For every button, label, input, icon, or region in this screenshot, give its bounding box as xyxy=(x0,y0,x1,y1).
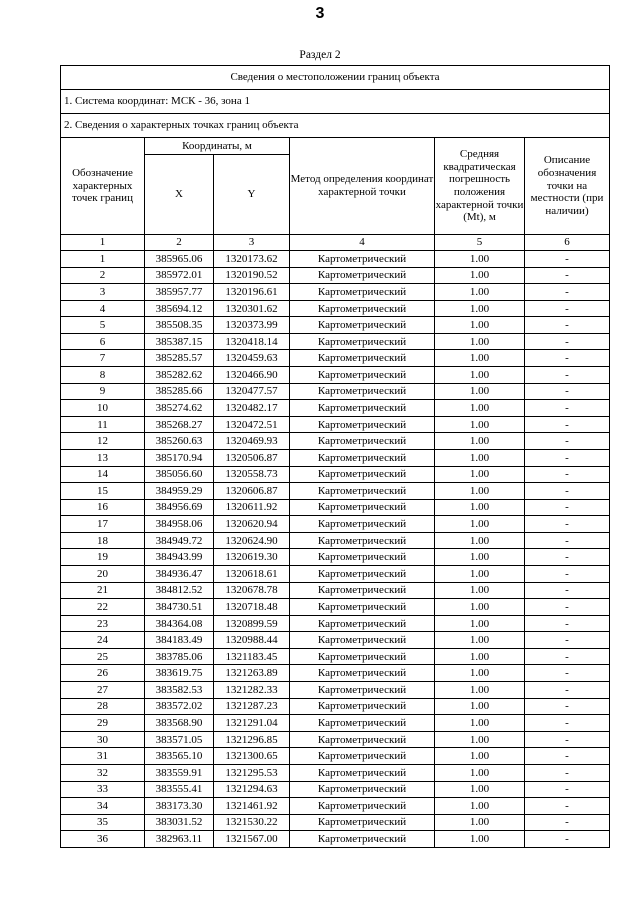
y-cell: 1320482.17 xyxy=(214,400,290,417)
method-cell: Картометрический xyxy=(290,317,435,334)
header-coords: Координаты, м xyxy=(145,138,290,155)
method-cell: Картометрический xyxy=(290,251,435,268)
accuracy-cell: 1.00 xyxy=(435,599,525,616)
y-cell: 1320459.63 xyxy=(214,350,290,367)
method-cell: Картометрический xyxy=(290,565,435,582)
accuracy-cell: 1.00 xyxy=(435,251,525,268)
column-number: 6 xyxy=(525,235,610,251)
accuracy-cell: 1.00 xyxy=(435,516,525,533)
point-number-cell: 12 xyxy=(61,433,145,450)
y-cell: 1320506.87 xyxy=(214,449,290,466)
accuracy-cell: 1.00 xyxy=(435,383,525,400)
x-cell: 384364.08 xyxy=(145,615,214,632)
header-description: Описание обозначения точки на местности (при наличии) xyxy=(525,138,610,235)
y-cell: 1320899.59 xyxy=(214,615,290,632)
y-cell: 1321287.23 xyxy=(214,698,290,715)
table-row xyxy=(61,764,610,781)
header-y: Y xyxy=(214,155,290,235)
point-number-cell: 11 xyxy=(61,416,145,433)
y-cell: 1321282.33 xyxy=(214,682,290,699)
description-cell: - xyxy=(525,682,610,699)
table-row xyxy=(61,284,610,301)
accuracy-cell: 1.00 xyxy=(435,483,525,500)
point-number-cell: 17 xyxy=(61,516,145,533)
y-cell: 1321294.63 xyxy=(214,781,290,798)
header-x: X xyxy=(145,155,214,235)
y-cell: 1321567.00 xyxy=(214,831,290,848)
y-cell: 1321295.53 xyxy=(214,764,290,781)
method-cell: Картометрический xyxy=(290,798,435,815)
x-cell: 383173.30 xyxy=(145,798,214,815)
x-cell: 383559.91 xyxy=(145,764,214,781)
y-cell: 1320373.99 xyxy=(214,317,290,334)
y-cell: 1320606.87 xyxy=(214,483,290,500)
column-number: 4 xyxy=(290,235,435,251)
x-cell: 384812.52 xyxy=(145,582,214,599)
x-cell: 383568.90 xyxy=(145,715,214,732)
point-number-cell: 1 xyxy=(61,251,145,268)
accuracy-cell: 1.00 xyxy=(435,317,525,334)
method-cell: Картометрический xyxy=(290,665,435,682)
y-cell: 1321530.22 xyxy=(214,814,290,831)
description-cell: - xyxy=(525,781,610,798)
accuracy-cell: 1.00 xyxy=(435,466,525,483)
section-title: Раздел 2 xyxy=(299,49,341,61)
x-cell: 385285.66 xyxy=(145,383,214,400)
description-cell: - xyxy=(525,698,610,715)
x-cell: 382963.11 xyxy=(145,831,214,848)
coordinate-system: 1. Система координат: МСК - 36, зона 1 xyxy=(61,90,610,114)
accuracy-cell: 1.00 xyxy=(435,400,525,417)
x-cell: 385965.06 xyxy=(145,251,214,268)
method-cell: Картометрический xyxy=(290,748,435,765)
method-cell: Картометрический xyxy=(290,599,435,616)
y-cell: 1320624.90 xyxy=(214,532,290,549)
description-cell: - xyxy=(525,798,610,815)
y-cell: 1321296.85 xyxy=(214,731,290,748)
y-cell: 1320301.62 xyxy=(214,300,290,317)
table-row xyxy=(61,483,610,500)
method-cell: Картометрический xyxy=(290,499,435,516)
accuracy-cell: 1.00 xyxy=(435,731,525,748)
table-row xyxy=(61,549,610,566)
x-cell: 385274.62 xyxy=(145,400,214,417)
description-cell: - xyxy=(525,615,610,632)
description-cell: - xyxy=(525,400,610,417)
y-cell: 1320558.73 xyxy=(214,466,290,483)
y-cell: 1320190.52 xyxy=(214,267,290,284)
method-cell: Картометрический xyxy=(290,300,435,317)
y-cell: 1320620.94 xyxy=(214,516,290,533)
description-cell: - xyxy=(525,466,610,483)
x-cell: 385282.62 xyxy=(145,367,214,384)
table-row xyxy=(61,565,610,582)
method-cell: Картометрический xyxy=(290,814,435,831)
x-cell: 385508.35 xyxy=(145,317,214,334)
x-cell: 383555.41 xyxy=(145,781,214,798)
y-cell: 1321263.89 xyxy=(214,665,290,682)
x-cell: 383565.10 xyxy=(145,748,214,765)
description-cell: - xyxy=(525,433,610,450)
method-cell: Картометрический xyxy=(290,715,435,732)
accuracy-cell: 1.00 xyxy=(435,333,525,350)
point-number-cell: 27 xyxy=(61,682,145,699)
method-cell: Картометрический xyxy=(290,781,435,798)
table-row xyxy=(61,731,610,748)
table-row xyxy=(61,367,610,384)
accuracy-cell: 1.00 xyxy=(435,781,525,798)
method-cell: Картометрический xyxy=(290,682,435,699)
accuracy-cell: 1.00 xyxy=(435,748,525,765)
y-cell: 1321461.92 xyxy=(214,798,290,815)
method-cell: Картометрический xyxy=(290,764,435,781)
point-number-cell: 19 xyxy=(61,549,145,566)
description-cell: - xyxy=(525,317,610,334)
accuracy-cell: 1.00 xyxy=(435,831,525,848)
accuracy-cell: 1.00 xyxy=(435,632,525,649)
table-row xyxy=(61,516,610,533)
x-cell: 385957.77 xyxy=(145,284,214,301)
description-cell: - xyxy=(525,632,610,649)
description-cell: - xyxy=(525,483,610,500)
description-cell: - xyxy=(525,764,610,781)
accuracy-cell: 1.00 xyxy=(435,449,525,466)
description-cell: - xyxy=(525,499,610,516)
header-point: Обозначение характерных точек границ xyxy=(61,138,145,235)
description-cell: - xyxy=(525,565,610,582)
description-cell: - xyxy=(525,350,610,367)
method-cell: Картометрический xyxy=(290,367,435,384)
x-cell: 385694.12 xyxy=(145,300,214,317)
description-cell: - xyxy=(525,814,610,831)
table-row xyxy=(61,582,610,599)
point-number-cell: 24 xyxy=(61,632,145,649)
table-row xyxy=(61,267,610,284)
method-cell: Картометрический xyxy=(290,632,435,649)
method-cell: Картометрический xyxy=(290,383,435,400)
table-row xyxy=(61,814,610,831)
accuracy-cell: 1.00 xyxy=(435,665,525,682)
x-cell: 385056.60 xyxy=(145,466,214,483)
table-row xyxy=(61,433,610,450)
x-cell: 383571.05 xyxy=(145,731,214,748)
accuracy-cell: 1.00 xyxy=(435,648,525,665)
x-cell: 384958.06 xyxy=(145,516,214,533)
description-cell: - xyxy=(525,300,610,317)
method-cell: Картометрический xyxy=(290,516,435,533)
point-number-cell: 25 xyxy=(61,648,145,665)
method-cell: Картометрический xyxy=(290,483,435,500)
point-number-cell: 10 xyxy=(61,400,145,417)
table-row xyxy=(61,449,610,466)
accuracy-cell: 1.00 xyxy=(435,764,525,781)
y-cell: 1320469.93 xyxy=(214,433,290,450)
y-cell: 1321291.04 xyxy=(214,715,290,732)
boundary-points-table xyxy=(60,65,610,848)
column-number: 5 xyxy=(435,235,525,251)
accuracy-cell: 1.00 xyxy=(435,300,525,317)
point-number-cell: 30 xyxy=(61,731,145,748)
y-cell: 1320466.90 xyxy=(214,367,290,384)
table-row xyxy=(61,350,610,367)
description-cell: - xyxy=(525,582,610,599)
table-row xyxy=(61,831,610,848)
table-row xyxy=(61,317,610,334)
table-row xyxy=(61,499,610,516)
x-cell: 384936.47 xyxy=(145,565,214,582)
point-number-cell: 31 xyxy=(61,748,145,765)
table-row xyxy=(61,251,610,268)
x-cell: 385260.63 xyxy=(145,433,214,450)
table-row xyxy=(61,466,610,483)
point-number-cell: 16 xyxy=(61,499,145,516)
table-row xyxy=(61,615,610,632)
description-cell: - xyxy=(525,831,610,848)
table-row xyxy=(61,781,610,798)
header-accuracy: Средняя квадратическая погрешность положения характерной точки (Mt), м xyxy=(435,138,525,235)
accuracy-cell: 1.00 xyxy=(435,267,525,284)
y-cell: 1320619.30 xyxy=(214,549,290,566)
table-row xyxy=(61,748,610,765)
accuracy-cell: 1.00 xyxy=(435,715,525,732)
accuracy-cell: 1.00 xyxy=(435,698,525,715)
accuracy-cell: 1.00 xyxy=(435,682,525,699)
x-cell: 384730.51 xyxy=(145,599,214,616)
description-cell: - xyxy=(525,549,610,566)
accuracy-cell: 1.00 xyxy=(435,814,525,831)
y-cell: 1320988.44 xyxy=(214,632,290,649)
y-cell: 1320678.78 xyxy=(214,582,290,599)
description-cell: - xyxy=(525,599,610,616)
description-cell: - xyxy=(525,516,610,533)
y-cell: 1320618.61 xyxy=(214,565,290,582)
x-cell: 384943.99 xyxy=(145,549,214,566)
point-number-cell: 2 xyxy=(61,267,145,284)
table-row xyxy=(61,532,610,549)
method-cell: Картометрический xyxy=(290,416,435,433)
point-number-cell: 5 xyxy=(61,317,145,334)
table-row xyxy=(61,632,610,649)
point-number-cell: 36 xyxy=(61,831,145,848)
method-cell: Картометрический xyxy=(290,532,435,549)
accuracy-cell: 1.00 xyxy=(435,284,525,301)
point-number-cell: 7 xyxy=(61,350,145,367)
method-cell: Картометрический xyxy=(290,449,435,466)
method-cell: Картометрический xyxy=(290,433,435,450)
column-number: 2 xyxy=(145,235,214,251)
method-cell: Картометрический xyxy=(290,831,435,848)
method-cell: Картометрический xyxy=(290,582,435,599)
point-number-cell: 26 xyxy=(61,665,145,682)
x-cell: 383619.75 xyxy=(145,665,214,682)
point-number-cell: 21 xyxy=(61,582,145,599)
x-cell: 383031.52 xyxy=(145,814,214,831)
header-method: Метод определения координат характерной точки xyxy=(290,138,435,235)
point-number-cell: 8 xyxy=(61,367,145,384)
x-cell: 383582.53 xyxy=(145,682,214,699)
x-cell: 385285.57 xyxy=(145,350,214,367)
accuracy-cell: 1.00 xyxy=(435,416,525,433)
x-cell: 384959.29 xyxy=(145,483,214,500)
y-cell: 1320477.57 xyxy=(214,383,290,400)
method-cell: Картометрический xyxy=(290,615,435,632)
column-number: 3 xyxy=(214,235,290,251)
description-cell: - xyxy=(525,715,610,732)
x-cell: 385170.94 xyxy=(145,449,214,466)
accuracy-cell: 1.00 xyxy=(435,532,525,549)
point-number-cell: 22 xyxy=(61,599,145,616)
table-row xyxy=(61,698,610,715)
x-cell: 385387.15 xyxy=(145,333,214,350)
table-row xyxy=(61,648,610,665)
description-cell: - xyxy=(525,251,610,268)
x-cell: 385268.27 xyxy=(145,416,214,433)
table-row xyxy=(61,665,610,682)
x-cell: 384949.72 xyxy=(145,532,214,549)
y-cell: 1320196.61 xyxy=(214,284,290,301)
method-cell: Картометрический xyxy=(290,350,435,367)
point-number-cell: 23 xyxy=(61,615,145,632)
accuracy-cell: 1.00 xyxy=(435,798,525,815)
description-cell: - xyxy=(525,267,610,284)
point-number-cell: 28 xyxy=(61,698,145,715)
method-cell: Картометрический xyxy=(290,400,435,417)
description-cell: - xyxy=(525,449,610,466)
point-number-cell: 4 xyxy=(61,300,145,317)
point-number-cell: 9 xyxy=(61,383,145,400)
method-cell: Картометрический xyxy=(290,333,435,350)
description-cell: - xyxy=(525,665,610,682)
x-cell: 383572.02 xyxy=(145,698,214,715)
point-number-cell: 34 xyxy=(61,798,145,815)
table-row xyxy=(61,300,610,317)
column-number: 1 xyxy=(61,235,145,251)
y-cell: 1320718.48 xyxy=(214,599,290,616)
y-cell: 1320472.51 xyxy=(214,416,290,433)
points-heading: 2. Сведения о характерных точках границ объекта xyxy=(61,114,610,138)
point-number-cell: 18 xyxy=(61,532,145,549)
accuracy-cell: 1.00 xyxy=(435,565,525,582)
accuracy-cell: 1.00 xyxy=(435,499,525,516)
point-number-cell: 35 xyxy=(61,814,145,831)
method-cell: Картометрический xyxy=(290,466,435,483)
y-cell: 1320611.92 xyxy=(214,499,290,516)
table-row xyxy=(61,400,610,417)
method-cell: Картометрический xyxy=(290,698,435,715)
x-cell: 384183.49 xyxy=(145,632,214,649)
y-cell: 1321300.65 xyxy=(214,748,290,765)
description-cell: - xyxy=(525,333,610,350)
accuracy-cell: 1.00 xyxy=(435,367,525,384)
table-row xyxy=(61,416,610,433)
accuracy-cell: 1.00 xyxy=(435,350,525,367)
x-cell: 384956.69 xyxy=(145,499,214,516)
table-rows xyxy=(61,251,610,848)
point-number-cell: 29 xyxy=(61,715,145,732)
y-cell: 1321183.45 xyxy=(214,648,290,665)
point-number-cell: 6 xyxy=(61,333,145,350)
table-row xyxy=(61,599,610,616)
table-row xyxy=(61,682,610,699)
table-title: Сведения о местоположении границ объекта xyxy=(61,66,610,90)
table-row xyxy=(61,333,610,350)
description-cell: - xyxy=(525,648,610,665)
method-cell: Картометрический xyxy=(290,731,435,748)
method-cell: Картометрический xyxy=(290,284,435,301)
point-number-cell: 20 xyxy=(61,565,145,582)
table-row xyxy=(61,798,610,815)
description-cell: - xyxy=(525,383,610,400)
accuracy-cell: 1.00 xyxy=(435,615,525,632)
y-cell: 1320418.14 xyxy=(214,333,290,350)
point-number-cell: 32 xyxy=(61,764,145,781)
point-number-cell: 13 xyxy=(61,449,145,466)
description-cell: - xyxy=(525,367,610,384)
point-number-cell: 15 xyxy=(61,483,145,500)
accuracy-cell: 1.00 xyxy=(435,582,525,599)
description-cell: - xyxy=(525,748,610,765)
y-cell: 1320173.62 xyxy=(214,251,290,268)
page-number: 3 xyxy=(315,5,325,22)
description-cell: - xyxy=(525,731,610,748)
method-cell: Картометрический xyxy=(290,648,435,665)
point-number-cell: 3 xyxy=(61,284,145,301)
description-cell: - xyxy=(525,532,610,549)
table-row xyxy=(61,383,610,400)
point-number-cell: 33 xyxy=(61,781,145,798)
x-cell: 385972.01 xyxy=(145,267,214,284)
description-cell: - xyxy=(525,416,610,433)
accuracy-cell: 1.00 xyxy=(435,433,525,450)
method-cell: Картометрический xyxy=(290,267,435,284)
point-number-cell: 14 xyxy=(61,466,145,483)
description-cell: - xyxy=(525,284,610,301)
x-cell: 383785.06 xyxy=(145,648,214,665)
table-row xyxy=(61,715,610,732)
method-cell: Картометрический xyxy=(290,549,435,566)
accuracy-cell: 1.00 xyxy=(435,549,525,566)
